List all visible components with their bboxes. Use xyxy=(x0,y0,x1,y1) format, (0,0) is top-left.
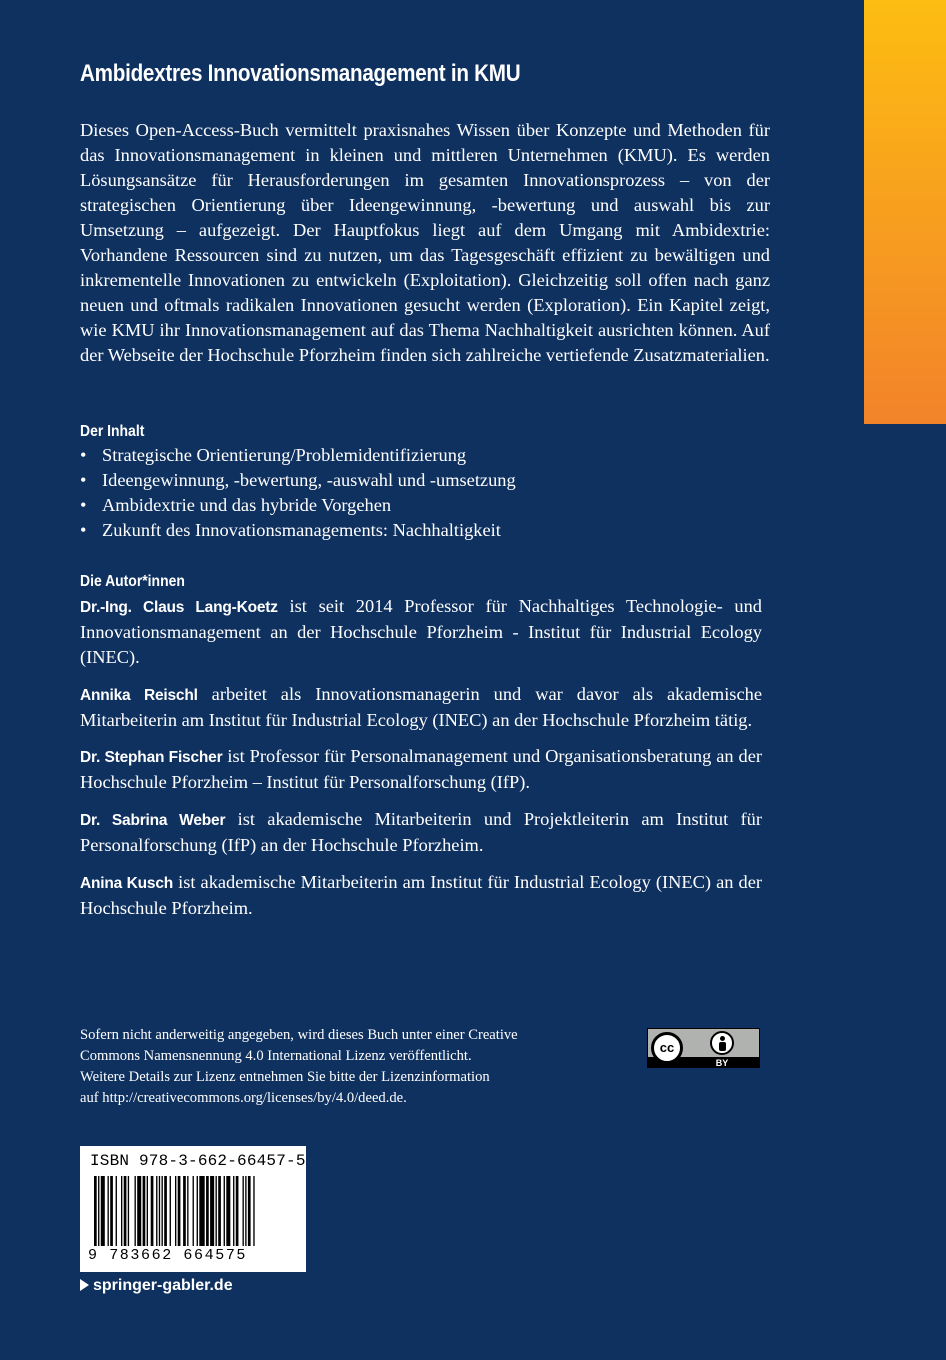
barcode-digits: 9 783662 664575 xyxy=(88,1247,248,1264)
cc-icon: cc xyxy=(651,1032,683,1064)
author-bio: ist akademische Mitarbeiterin am Institut für Industrial Ecology (INEC) an der Hochschule Pforzheim. xyxy=(80,872,762,918)
contents-list xyxy=(80,443,516,543)
barcode-bar xyxy=(121,1176,122,1246)
barcode-bars xyxy=(88,1176,298,1246)
author-bio: ist akademische Mitarbeiterin und Projektleiterin am Institut für Personalforschung (IfP) an der Hochschule Pforzheim. xyxy=(80,809,762,855)
barcode-bar xyxy=(110,1176,113,1246)
contents-heading: Der Inhalt xyxy=(80,423,145,440)
author-entry xyxy=(80,682,762,733)
list-item xyxy=(80,443,516,468)
barcode-bar xyxy=(187,1176,188,1246)
contents-item-label: Ideengewinnung, -bewertung, -auswahl und -umsetzung xyxy=(102,470,516,490)
barcode-bar xyxy=(175,1176,176,1246)
author-bio: arbeitet als Innovationsmanagerin und war davor als akademische Mitarbeiterin am Institut für Industrial Ecology (INEC) an der Hochschule Pforzheim tätig. xyxy=(80,684,762,730)
barcode-bar xyxy=(224,1176,225,1246)
author-name: Annika Reischl xyxy=(80,687,198,704)
list-item xyxy=(80,518,516,543)
barcode-bar xyxy=(199,1176,204,1246)
barcode-bar xyxy=(98,1176,99,1246)
barcode-bar xyxy=(243,1176,244,1246)
barcode-bar xyxy=(197,1176,198,1246)
barcode-bar xyxy=(183,1176,186,1246)
barcode-bar xyxy=(137,1176,141,1246)
barcode-bar xyxy=(116,1176,117,1246)
author-bio: ist seit 2014 Professor für Nachhaltiges Technologie- und Innovationsmanagement an der Hochschule Pforzheim - Institut für Industrial Ecology (INEC). xyxy=(80,596,762,667)
bullet-icon: • xyxy=(80,445,87,465)
barcode-bar xyxy=(245,1176,246,1246)
arrow-right-icon xyxy=(80,1279,89,1291)
attribution-person-icon xyxy=(710,1031,734,1055)
orange-accent-tab xyxy=(864,0,946,424)
author-entry xyxy=(80,594,762,670)
bullet-icon: • xyxy=(80,520,87,540)
barcode-bar xyxy=(147,1176,148,1246)
author-entry xyxy=(80,870,762,921)
list-item xyxy=(80,468,516,493)
book-title: Ambidextres Innovationsmanagement in KMU xyxy=(80,60,521,87)
barcode-bar xyxy=(128,1176,129,1246)
author-name: Dr. Sabrina Weber xyxy=(80,812,226,829)
publisher-url xyxy=(80,1275,233,1297)
barcode-bar xyxy=(253,1176,254,1246)
license-line: Sofern nicht anderweitig angegeben, wird dieses Buch unter einer Creative xyxy=(80,1027,518,1043)
contents-item-label: Ambidextrie und das hybride Vorgehen xyxy=(102,495,392,515)
by-label: BY xyxy=(715,1058,729,1068)
barcode-bar xyxy=(108,1176,109,1246)
contents-item-label: Zukunft des Innovationsmanagements: Nachhaltigkeit xyxy=(102,520,501,540)
barcode-bar xyxy=(218,1176,221,1246)
barcode-bar xyxy=(210,1176,214,1246)
isbn-barcode xyxy=(80,1146,306,1272)
barcode-bar xyxy=(159,1176,160,1246)
barcode-bar xyxy=(124,1176,127,1246)
license-line: auf http://creativecommons.org/licenses/by/4.0/deed.de. xyxy=(80,1090,407,1106)
barcode-bar xyxy=(236,1176,239,1246)
cc-by-license-icon xyxy=(647,1028,760,1068)
bullet-icon: • xyxy=(80,495,87,515)
bullet-icon: • xyxy=(80,470,87,490)
author-name: Dr. Stephan Fischer xyxy=(80,749,223,766)
barcode-bar xyxy=(206,1176,209,1246)
contents-item-label: Strategische Orientierung/Problemidentifizierung xyxy=(102,445,467,465)
barcode-bar xyxy=(164,1176,167,1246)
author-bio: ist Professor für Personalmanagement und Organisationsberatung an der Hochschule Pforzheim – Institut für Personalforschung (IfP). xyxy=(80,746,762,792)
barcode-bar xyxy=(156,1176,157,1246)
license-line: Weitere Details zur Lizenz entnehmen Sie bitte der Lizenzinformation xyxy=(80,1069,490,1085)
publisher-url-text: springer-gabler.de xyxy=(93,1277,233,1294)
license-line: Commons Namensnennung 4.0 International Lizenz veröffentlicht. xyxy=(80,1048,472,1064)
barcode-bar xyxy=(143,1176,146,1246)
barcode-bar xyxy=(170,1176,171,1246)
author-entry xyxy=(80,807,762,858)
barcode-bar xyxy=(178,1176,181,1246)
barcode-bar xyxy=(216,1176,217,1246)
author-entry xyxy=(80,744,762,795)
list-item xyxy=(80,493,516,518)
barcode-bar xyxy=(94,1176,97,1246)
barcode-bar xyxy=(151,1176,154,1246)
barcode-bar xyxy=(162,1176,163,1246)
barcode-bar xyxy=(248,1176,251,1246)
barcode-bar xyxy=(226,1176,230,1246)
barcode-bar xyxy=(193,1176,194,1246)
author-name: Anina Kusch xyxy=(80,875,174,892)
author-name: Dr.-Ing. Claus Lang-Koetz xyxy=(80,599,278,616)
isbn-label: ISBN 978-3-662-66457-5 xyxy=(90,1152,306,1170)
barcode-bar xyxy=(135,1176,136,1246)
license-notice xyxy=(80,1025,600,1109)
barcode-bar xyxy=(101,1176,105,1246)
authors-heading: Die Autor*innen xyxy=(80,573,185,590)
book-description: Dieses Open-Access-Buch vermittelt praxisnahes Wissen über Konzepte und Methoden für das Innovationsmanagement in kleinen und mittleren Unternehmen (KMU). Es werden Lösungsansätze für Herausforderungen im gesamten Innovationsprozess – von der strategischen Orientierung über Ideengewinnung, -bewertung und auswahl bis zur Umsetzung – aufgezeigt. Der Hauptfokus liegt auf dem Umgang mit Ambidextrie: Vorhandene Ressourcen sind zu nutzen, um das Tagesgeschäft effizient zu bewältigen und inkrementelle Innovationen zu entwickeln (Exploitation). Gleichzeitig soll offen nach ganz neuen und oftmals radikalen Innovationen gesucht werden (Exploration). Ein Kapitel zeigt, wie KMU ihr Innovationsmanagement auf das Thema Nachhaltigkeit ausrichten können. Auf der Webseite der Hochschule Pforzheim finden sich zahlreiche vertiefende Zusatzmaterialien. xyxy=(80,120,770,365)
barcode-bar xyxy=(233,1176,234,1246)
